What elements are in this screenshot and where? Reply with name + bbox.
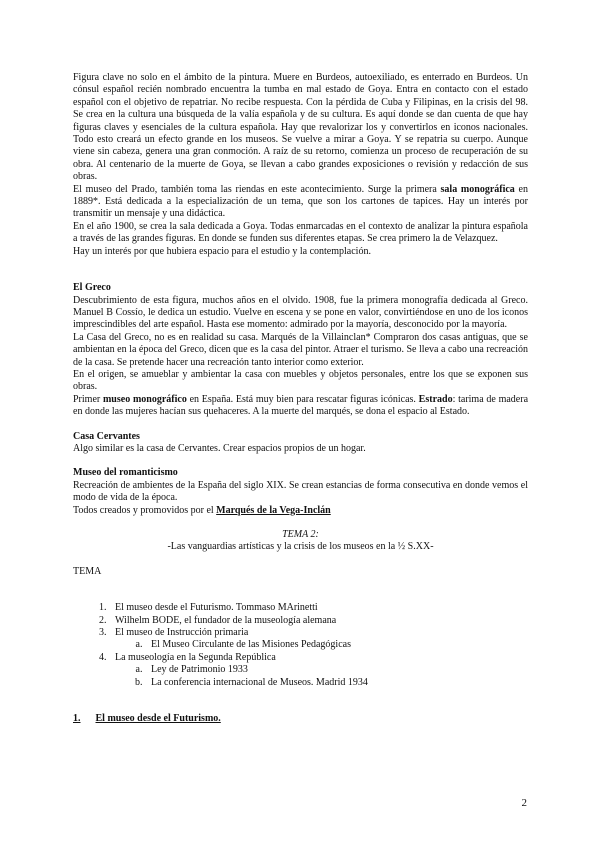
outline-list <box>73 602 528 689</box>
romanticismo-paragraph-2 <box>73 505 528 517</box>
page-number: 2 <box>521 797 527 809</box>
romanticismo-p2-text: Todos creados y promovidos por el <box>73 504 217 516</box>
greco-p4-text-a: Primer <box>73 393 103 405</box>
tema-label: TEMA <box>73 565 102 577</box>
sala-monografica-bold: sala monográfica <box>440 183 515 195</box>
outline-item-3-text: El museo de Instrucción primaria <box>115 627 249 639</box>
romanticismo-heading: Museo del romanticismo <box>73 467 178 479</box>
document-body <box>73 72 528 725</box>
outline-sublist-4 <box>115 664 528 689</box>
tema2-subtitle: -Las vanguardias artísticas y la crisis de los museos en la ½ S.XX- <box>167 541 434 553</box>
cervantes-paragraph: Algo similar es la casa de Cervantes. Crear espacios propios de un hogar. <box>73 442 366 454</box>
greco-paragraph-3: En el origen, se amueblar y ambientar la casa con muebles y objetos personales, entre los que se exponen sus obras. <box>73 368 528 393</box>
estudio-paragraph: Hay un interés por que hubiera espacio para el estudio y la contemplación. <box>73 245 371 257</box>
marques-vega-inclan-bold: Marqués de la Vega-Inclán <box>216 504 331 516</box>
greco-paragraph-1: Descubrimiento de esta figura, muchos años en el olvido. 1908, fue la primera monografía dedicada al Greco. Manuel B Cossío, le dedica un estudio. Vuelve en escena y se pone en valor, convirtiéndose en uno de los iconos imprescindibles del arte español. Hasta ese momento: admirado por la mayoría, desconocido por la mayoría. <box>73 294 528 331</box>
greco-paragraph-4 <box>73 394 528 419</box>
outline-item-4-text: La museología en la Segunda República <box>115 651 276 663</box>
greco-paragraph-2: La Casa del Greco, no es en realidad su casa. Marqués de la Villainclan* Compraron dos casas antiguas, que se ambientan en la época del Greco, dicen que es la casa del pintor. Atraer el turismo. Se lleva a cabo una recreación de la casa. Se pretende hacer una recreación tanto interior como exterior. <box>73 331 528 368</box>
outline-sublist-3 <box>115 639 528 651</box>
greco-p4-text-c: : tarima de madera en donde las mujeres hacían sus quehaceres. A la muerte del marqués, se dona el espacio al Estado. <box>73 393 529 418</box>
intro-paragraph: Figura clave no solo en el ámbito de la pintura. Muere en Burdeos, autoexiliado, es enterrado en Burdeos. Un cónsul español recién nombrado encuentra la tumba en mal estado de Goya. Entra en contacto con el estado español con el objetivo de repatriar. No recibe respuesta. Con la pérdida de Cuba y Filipinas, en la crisis del 98. Se crea en la cultura una búsqueda de la valía española y de su cultura. Es aquí donde se dan cuenta de que hay figuras claves y esenciales de la cultura española. Hay que revalorizar los y convertirlos en iconos nacionales. Todo esto creará un efecto grande en los museos. Se vuelve a mirar a Goya. Y se repatria su cuerpo. Aunque viene sin cabeza, genera una gran conmoción. A raíz de su retorno, comienza un proceso de recuperación de su obra. Al centenario de la muerte de Goya, se llevan a cabo grandes exposiciones o revisión y redacción de sus obras. <box>73 72 528 183</box>
outline-item-3 <box>109 627 528 652</box>
section-1-title: El museo desde el Futurismo. <box>95 713 221 725</box>
tema2-title: TEMA 2: <box>282 529 319 540</box>
greco-heading: El Greco <box>73 282 111 294</box>
outline-subitem-4b: b. La conferencia internacional de Museos. Madrid 1934 <box>145 677 528 689</box>
section-1-heading <box>73 713 528 725</box>
outline-subitem-3a: a. El Museo Circulante de las Misiones Pedagógicas <box>145 639 528 651</box>
outline-item-2-text: Wilhelm BODE, el fundador de la museología alemana <box>115 614 337 626</box>
museo-monografico-bold: museo monográfico <box>102 393 187 405</box>
outline-subitem-4a: a. Ley de Patrimonio 1933 <box>145 664 528 676</box>
cervantes-heading: Casa Cervantes <box>73 430 140 442</box>
greco-p4-text-b: en España. Está muy bien para rescatar figuras icónicas. <box>186 393 419 405</box>
prado-text-b: en 1889*. Está dedicada a la especialización de un tema, que son los cartones de tapices. Hay un interés por transmitir un mensaje y una didáctica. <box>73 183 528 220</box>
outline-item-4 <box>109 652 528 689</box>
estrado-bold: Estrado <box>418 393 453 405</box>
section-1-number: 1. <box>73 713 81 725</box>
prado-paragraph <box>73 184 528 221</box>
outline-item-1 <box>109 602 528 614</box>
romanticismo-paragraph-1: Recreación de ambientes de la España del siglo XIX. Se crean estancias de forma consecutiva en donde vemos el modo de vida de la época. <box>73 479 528 504</box>
goya-sala-paragraph: En el año 1900, se crea la sala dedicada a Goya. Todas enmarcadas en el contexto de analizar la pintura española a través de las grandes figuras. En donde se funden sus diferentes etapas. Se crea primero la de Velazquez. <box>73 220 528 245</box>
outline-item-1-text: El museo desde el Futurismo. Tommaso MArinetti <box>115 602 318 614</box>
prado-text-a: El museo del Prado, también toma las riendas en este acontecimiento. Surge la primera <box>73 183 441 195</box>
outline-item-2 <box>109 615 528 627</box>
